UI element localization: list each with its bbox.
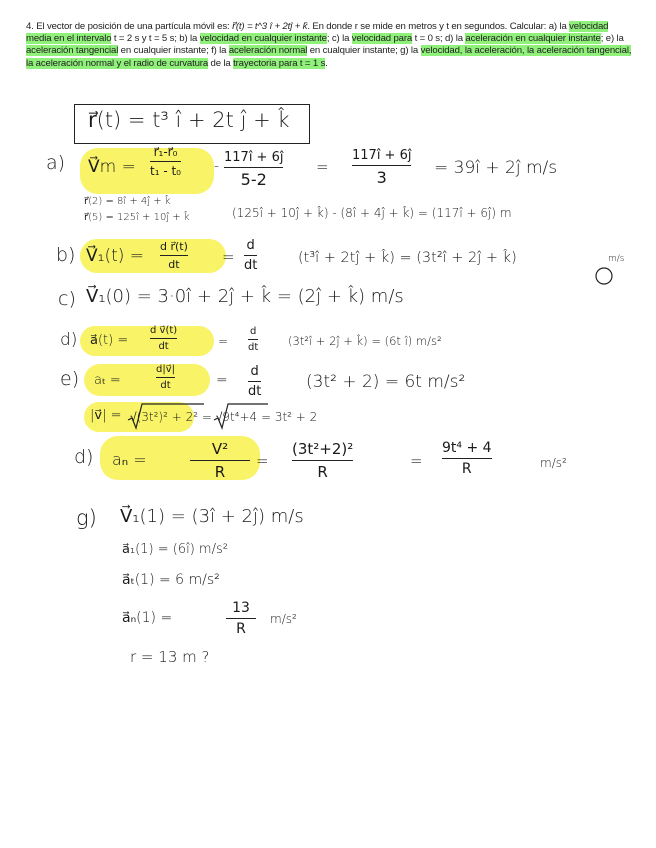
highlight-trajectory-t1: trayectoria para t = 1 s — [233, 57, 326, 69]
f-unit: m/s² — [540, 456, 567, 470]
g-an1-num: 13 — [232, 600, 250, 616]
sqrt-sign-2 — [214, 404, 268, 428]
problem-text: de la — [208, 57, 234, 69]
g-acceleration-t1: a⃗₁(1) = (6î) m/s² — [122, 542, 228, 557]
highlight-acceleration-any-instant: aceleración en cualquier instante — [465, 33, 601, 45]
e-frac1-num: d|v⃗| — [156, 364, 176, 375]
highlight-velocity-for: velocidad para — [351, 33, 413, 45]
g-normal-acceleration-unit: m/s² — [270, 612, 297, 626]
highlight-part-g: velocidad, la aceleración, la aceleración tangencial, la aceleración normal y el radio de curvatura — [26, 45, 632, 69]
f-frac3-den: R — [461, 461, 472, 477]
a-frac3-den: 3 — [376, 168, 387, 187]
a-equals-2: = — [316, 158, 329, 176]
g-velocity-t1: V⃗₁(1) = (3î + 2ĵ) m/s — [120, 506, 304, 527]
a-result: = 39î + 2ĵ m/s — [434, 158, 558, 178]
g-normal-acceleration-lhs: a⃗ₙ(1) = — [122, 610, 173, 626]
d-frac2-num: d — [249, 326, 257, 337]
problem-text: t = 0 s; d) la — [412, 33, 466, 45]
highlight-tangential-acceleration: aceleración tangencial — [26, 45, 119, 57]
b-equals: = — [222, 248, 235, 266]
b-frac1-num: d r⃗(t) — [160, 240, 188, 253]
problem-text: en cualquier instante; g) la — [307, 45, 421, 57]
highlight-velocity-any-instant: velocidad en cualquier instante — [199, 33, 327, 45]
d-equals: = — [218, 334, 229, 348]
a-frac1-num: r⃗₁-r⃗₀ — [153, 145, 178, 159]
f-lhs: aₙ = — [112, 450, 147, 469]
circled-k-hat — [596, 268, 612, 284]
problem-text: t = 2 s y t = 5 s; b) la — [111, 33, 200, 45]
e-frac2-den: dt — [248, 384, 262, 399]
d-lhs: a⃗(t) = — [90, 333, 129, 348]
boxed-position-text: r⃗(t) = t³ î + 2t ĵ + k̂ — [88, 108, 290, 132]
problem-text: ; e) la — [600, 33, 624, 45]
f-frac3-num: 9t⁴ + 4 — [442, 440, 492, 456]
f-equals-2: = — [410, 452, 423, 470]
problem-text: en cualquier instante; f) la — [118, 45, 229, 57]
a-frac3-num: 117î + 6ĵ — [352, 148, 412, 163]
a-position-t5: r⃗(5) = 125î + 10ĵ + k̂ — [84, 212, 190, 223]
a-equals-1: - — [214, 158, 220, 174]
a-frac2-den: 5-2 — [240, 170, 267, 189]
b-frac2-den: dt — [244, 258, 258, 273]
label-b: b) — [56, 244, 76, 266]
position-vector-formula: r⃗(t) = t^3 î + 2tĵ + k̂ — [232, 21, 308, 32]
d-derivative-result: (3t²î + 2ĵ + k̂) = (6t î) m/s² — [288, 334, 442, 348]
problem-text: ; c) la — [326, 33, 352, 45]
b-frac2-num: d — [246, 238, 255, 253]
a-lhs: V⃗m = — [88, 157, 136, 177]
a-position-t2: r⃗(2) = 8î + 4ĵ + k̂ — [84, 196, 171, 207]
e-frac1-den: dt — [160, 380, 171, 391]
sqrt-sign-1 — [128, 404, 204, 428]
b-unit: m/s — [608, 254, 625, 264]
b-derivative-result: (t³î + 2tĵ + k̂) = (3t²î + 2ĵ + k̂) — [298, 250, 517, 266]
e-frac2-num: d — [250, 364, 259, 379]
problem-text: . En donde r se mide en metros y t en segundos. Calcular: a) la — [307, 21, 570, 32]
f-frac1-num: V² — [211, 440, 229, 458]
d-frac2-den: dt — [248, 342, 259, 353]
e-derivative-result: (3t² + 2) = 6t m/s² — [306, 372, 466, 392]
e-lhs: aₜ = — [94, 373, 121, 388]
g-an1-den: R — [236, 621, 246, 637]
problem-text: . — [325, 57, 328, 69]
e-magnitude-lhs: |v⃗| = — [90, 408, 122, 423]
d-frac1-num: d v⃗(t) — [150, 325, 178, 336]
label-e: e) — [60, 368, 80, 390]
a-displacement: (125î + 10ĵ + k̂) - (8î + 4ĵ + k̂) = (117î + 6ĵ) m — [232, 206, 512, 220]
label-f: d) — [74, 446, 94, 468]
label-d: d) — [60, 330, 78, 350]
highlight-average-velocity: velocidad media en el intervalo — [26, 21, 609, 45]
b-lhs: V⃗₁(t) = — [86, 246, 145, 266]
label-g: g) — [76, 506, 97, 530]
f-frac2-num: (3t²+2)² — [292, 440, 354, 458]
g-radius-of-curvature: r = 13 m ? — [130, 648, 210, 666]
b-frac1-den: dt — [168, 258, 180, 271]
e-equals: = — [216, 372, 228, 388]
d-frac1-den: dt — [158, 341, 169, 352]
problem-text: 4. El vector de posición de una partícula móvil es: — [26, 21, 233, 32]
f-frac1-den: R — [214, 463, 226, 481]
highlight-normal-acceleration: aceleración normal — [228, 45, 308, 57]
c-velocity-t0: V⃗₁(0) = 3·0î + 2ĵ + k̂ = (2ĵ + k̂) m/s — [86, 286, 404, 307]
a-frac1-den: t₁ - t₀ — [150, 164, 181, 178]
f-frac2-den: R — [317, 463, 328, 481]
g-tangential-acceleration-t1: a⃗ₜ(1) = 6 m/s² — [122, 572, 220, 588]
a-frac2-num: 117î + 6ĵ — [224, 150, 284, 165]
f-equals-1: = — [256, 452, 269, 470]
e-magnitude-rest: √(3t²)² + 2² = √9t⁴+4 = 3t² + 2 — [130, 410, 318, 424]
label-c: c) — [58, 288, 76, 310]
label-a: a) — [46, 152, 66, 174]
